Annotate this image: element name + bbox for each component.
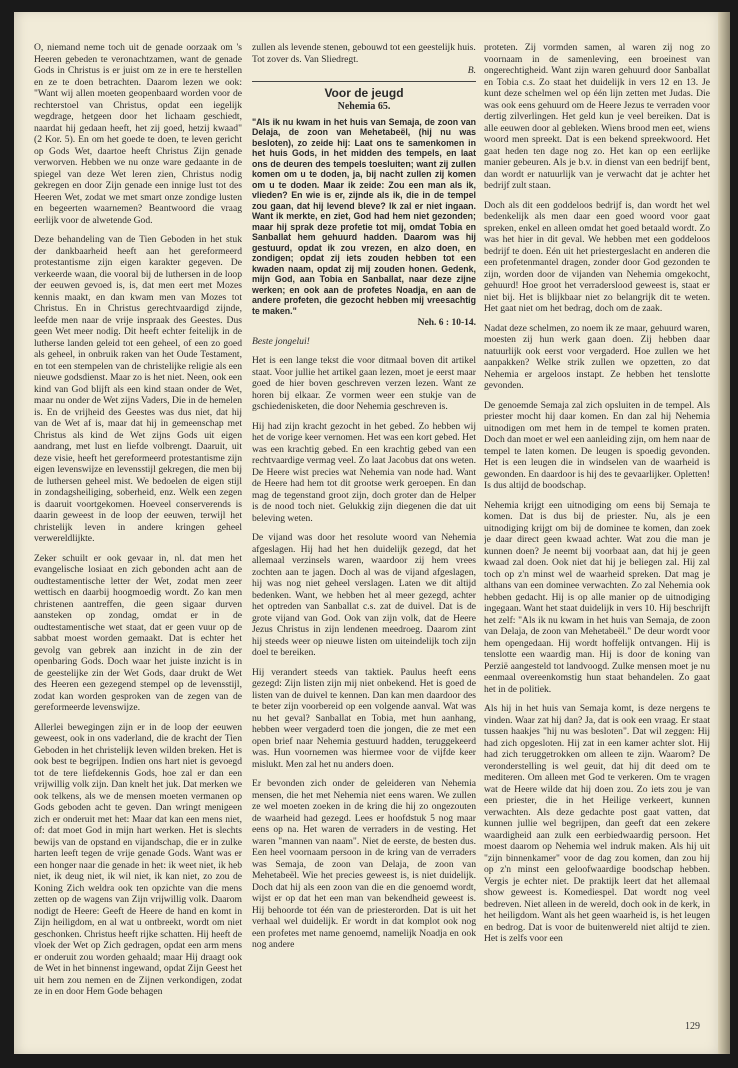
- column-right: [484, 42, 710, 1042]
- col3-paragraph: Doch als dit een goddeloos bedrijf is, dan wordt het wel bedenkelijk als men daar een goed woord voor gaat spreken, enkel en alleen omdat het goed betaald wordt. Zo was het hier in dit geval. We hebben met een goddeloos bedrijf te doen. Eén uit het priestergeslacht en anderen die een profetenmantel dragen, zonder door God gezonden te zijn, worden door de vijanden van Nehemia omgekocht, gehuurd! Hoe groot het verraderslood geweest is, staat er niet bij. Het is blijkbaar niet zo belangrijk dit te weten. Het gaat niet om het bedrag, doch om de zaak.: [484, 199, 710, 314]
- col3-paragraph: Nadat deze schelmen, zo noem ik ze maar, gehuurd waren, moesten zij hun werk gaan doen. Zij hebben daar natuurlijk ook eerst voor vergaderd. Hoe zullen we het aanpakken? Welke strik zullen we opzetten, zo dat Nehemia er argeloos instapt. Ze hebben het tenslotte gevonden.: [484, 322, 710, 391]
- col3-paragraph: De genoemde Semaja zal zich opsluiten in de tempel. Als priester mocht hij daar komen. En dan zal hij Nehemia uitnodigen om met hem in de tempel te komen praten. Doch dan moet er wel een aanleiding zijn, om hem naar de tempel te laten komen. De leugen is spoedig gevonden. Het is een leugen die in windselen van de waarheid is gewonden. En daardoor is hij des te gevaarlijker. Opletten! Is dus altijd de boodschap.: [484, 399, 710, 491]
- binding-shadow: [718, 12, 730, 1054]
- column-middle: [252, 42, 476, 1042]
- col3-paragraph: Als hij in het huis van Semaja komt, is deze nergens te vinden. Waar zat hij dan? Ja, dat is ook een vraag. Er staat tussen haakjes "hij nu was besloten". Dat wil zeggen: Hij had zich opgesloten. Hij zat in een kamer achter slot. Hij had zich teruggetrokken om alleen te zijn. Waarom? De veronderstelling is wel geuit, dat hij dit deed om te mediteren. Om alleen met God te verkeren. Om te vragen wat de Heere wilde dat hij doen zou. Zo iets zou je van een priester, die in het Heilige verkeert, kunnen verwachten. Als deze gedachte post gaat vatten, dat kunnen jullie wel begrijpen, dan geeft dat een zekere waardigheid aan zulk een eerbiedwaardig persoon. Het moest daarom op Nehemia wel indruk maken. Als hij uit "zijn binnenkamer" voor de dag zou komen, dan zou hij op z'n minst een geloofwaardige boodschap hebben. Vergis je echter niet. De praktijk leert dat het allemaal show geweest is. Komediespel. Dat wordt nog veel bedreven. Niet alleen in de wereld, doch ook in de kerk, in het heiligdom. Want als het geen waarheid is, is het leugen en bedrog. Dat is voor de buitenwereld niet altijd te zien. Het is zelfs voor een: [484, 703, 710, 944]
- scripture-quote: "Als ik nu kwam in het huis van Semaja, de zoon van Delaja, de zoon van Mehetabeël, (hij nu was besloten), zo zeide hij: Laat ons te samenkomen in het huis Gods, in het midden des tempels, en laat ons de deuren des tempels toesluiten; want zij zullen komen om u te doden, ja, bij nacht zullen zij komen om u te doden. Maar ik zeide: Zou een man als ik, vlieden? En wie is er, zijnde als ik, die in de tempel zou gaan, dat hij levend bleve? Ik zal er niet ingaan. Want ik merkte, en ziet, God had hem niet gezonden; maar hij sprak deze profetie tot mij, omdat Tobia en Sanballat hem gehuurd hadden. Daarom was hij gestuurd, opdat ik zou vrezen, en alzo doen, en zondigen; opdat zij iets zouden hebben tot een kwaden naam, opdat zij mij zouden honen. Gedenk, mijn God, aan Tobia en Sanballat, naar deze zijne werken; en ook aan de profetes Noadja, en aan de andere profeten, die gezocht hebben mij vreesachtig te maken.": [252, 116, 476, 316]
- col2-paragraph: Het is een lange tekst die voor ditmaal boven dit artikel staat. Voor jullie het artikel gaan lezen, moet je eerst maar goed de hier boven geschreven verzen lezen. Want ze horen bij elkaar. Ze vormen weer een stukje van de gschiedenisketen, die door Nehemia geschreven is.: [252, 355, 476, 412]
- salutation: Beste jongelui!: [252, 335, 310, 347]
- col3-paragraph: proteten. Zij vormden samen, al waren zij nog zo voornaam in de samenleving, een broeinest van ongerechtigheid. Want zijn waren gehuurd door Sanballat en Tobia c.s. Zo staat het duidelijk in vers 12 en 13. Je kunt deze schelmen wel op één lijn zetten met Judas. Die was ook eens gehuurd om de Heere Jezus te verraden voor dertig zilverlingen. Het geld kun je veel bereiken. Dat is alle eeuwen door al gebleken. Wiens brood men eet, wiens woord men spreekt. Dat is een bekend spreekwoord. Het gaat heden ten dage nog zo. Het kan op een eerlijke manier gebeuren. Als je b.v. in dienst van een bedrijf bent, dan wordt er natuurlijk van je verwacht dat je achter het bedrijf zult staan.: [484, 42, 710, 191]
- col1-paragraph: Zeker schuilt er ook gevaar in, nl. dat men het evangelische losiaat en zich gebonden acht aan de oudtestamentische letter der Wet, zodat men zeer wettisch en daarbij hoogmoedig wordt. Zo kan men christenen aantreffen, die geen sigaar durven aansteken op zondag, omdat er in de oudtestamentische wet staat, dat er geen vuur op de sabbat moest worden gemaakt. Dat is echter het gevolg van gebrek aan inzicht in de zin der openbaring Gods. Doch waar het juiste inzicht is in de geestelijke zin der Wet Gods, daar drukt de Wet des Heeren een gezegend stempel op de levensstijl, zodat kan worden gesproken van de zegen van de gereformeerde levenswijze.: [34, 552, 242, 713]
- col3-paragraph: Nehemia krijgt een uitnodiging om eens bij Semaja te komen. Dat is dus bij de priester. Nu, als je een uitnodiging krijgt om bij de dominee te komen, dan zoek je daar direct geen kwaad achter. Wat zou die man je kunnen doen? Je neemt bij voorbaat aan, dat hij je geen kwaad zal doen. Ook niet dat hij je beliegen zal. Hij zal toch op z'n minst wel de waarheid spreken. Dat mag je althans van een dominee verwachten. Zo zal Nehemia ook hebben gedacht. Hij is op alle manier op de uitnodiging ingegaan. Want het staat duidelijk in vers 10. Hij beschrijft het zelf: "Als ik nu kwam in het huis van Semaja, de zoon van Delaja, de zoon van Mehetabeël." De deur wordt voor hem opengedaan. Hij wordt hoffelijk ontvangen. Hij is tenslotte een waardig man. Hij is door de koning van Perzië aangesteld tot landvoogd. Zulke mensen moet je nu eenmaal overeenkomstig hun staat behandelen. Zo gaat het in de politiek.: [484, 499, 710, 695]
- col2-top-line2: Tot zover ds. Van Sliedregt.: [252, 53, 359, 65]
- section-subtitle: Nehemia 65.: [337, 101, 391, 112]
- col2-paragraph: De vijand was door het resolute woord van Nehemia afgeslagen. Hij had het hen duidelijk gezegd, dat het allemaal verzinsels waren, waardoor zij hem vrees zochten aan te jagen. Doch al was de vijand afgeslagen, hij was nog niet geheel verslagen. Laten we dit altijd bedenken. Want, we hebben het al meer gezegd, achter het optreden van Sanballat c.s. zat de duivel. Dat is de grote vijand van God. Ook van zijn volk, dat de Heere Jezus Christus in zijn lendenen meedroeg. Daarom zint hij steeds weer op nieuwe listen om uiteindelijk toch zijn doel te bereiken.: [252, 532, 476, 658]
- page-number: 129: [685, 1021, 700, 1032]
- section-title: Voor de jeugd: [324, 85, 404, 100]
- scripture-reference: Neh. 6 : 10-14.: [417, 318, 476, 328]
- magazine-page: [14, 12, 730, 1054]
- column-left: [34, 42, 242, 1042]
- col1-paragraph: Deze behandeling van de Tien Geboden in het stuk der dankbaarheid heeft aan het gereformeerd protestantisme zijn eigen karakter gegeven. De verkeerde waan, die vooral bij de luthersen in de loop der eeuwen gevoed is, is, dat men eert met Mozes kennis maakt, en dan kwam men van Mozes tot Christus. En in Christus gerechtvaardigd zijnde, leefde men naar de vrije inspraak des Geestes. Dus geen Wet meer nodig. Dit heeft echter feitelijk in de lutherse landen geleid tot een geheel, of een zo goed als geheel, in onbruik raken van het Oude Testament, en tot een stempelen van de christelijke religie als een nieuwe godsdienst. Maar zo is het niet. Neen, ook een kind van God blijft als een kind staan onder de Wet, maar nu onder de Wet zijns Vaders, Die in de hemelen is. En de vrijheid des Geestes was dus niet, dat hij van de Wet af is, maar dat hij in gemeenschap met Christus als kind de Wet zijns Gods uit eigen aandrang, met lust en liefde volbrengt. Daaruit, uit deze visie, heeft het gereformeerd protestantisme zijn eigen levenswijze en levensstijl gekregen, die men bij de luthersen geheel mist. We bedoelen de eigen stijl in zondagsheiliging, soberheid, enz. Welk een zegen is daaruit voortgekomen. Hoeveel conserverends is daarin geweest in de loop der eeuwen, terwijl het christelijk leven in andere kringen geheel verwereldlijkte.: [34, 234, 242, 544]
- col2-paragraph: Hij verandert steeds van taktiek. Paulus heeft eens gezegd: Zijn listen zijn mij niet onbekend. Het is goed de listen van de duivel te kennen. Dan kan men daardoor des te beter zijn voorbereid op een volgende aanval. Wat was nu het geval? Sanballat en Tobia, met hun aanhang, hebben weer vergaderd toen die jongen, die ze met een open brief naar Nehemia gestuurd hadden, teruggekeerd was. Hun voornemen was hiermee voor de vijfde keer mislukt. Men zal het nu anders doen.: [252, 666, 476, 770]
- article-signature: B.: [467, 65, 476, 76]
- col1-paragraph: Allerlei bewegingen zijn er in de loop der eeuwen geweest, ook in ons vaderland, die de kracht der Tien Geboden in het christelijk leven wilden breken. Het is ook best te begrijpen. Indien ons hart niet is gevoegd tot de tere liefdekennis Gods, hoe zal er dan een vrijwillig volk zijn. Dan knelt het juk. Dat merken we ook telkens, als we de mensen moeten vermanen op Gods geboden acht te geven. Dan wringt menigeen zich er onderuit met het: Maar dat kan een mens niet, of: dat moet God in mijn hart werken. Het is slechts bewijs van de opstand en vijandschap, die er in zulke harten leeft tegen de vrije genade Gods. Want was er een honger naar die genade in het: ik weet niet, ik heb niet, ik deug niet, ik wil niet, ik kan niet, zo zou de Koning Zich weldra ook ten opzichte van die mens zetten op de wagens van Zijn vrijwillig volk. Daarom nodigt de Heere: Geeft de Heere de hand en komt in Zijn heiligdom, en al wat u ontbreekt, wordt om niet geschonken. Christus heeft rijke schatten. Hij heeft de vloek der Wet op Zich gedragen, opdat een arm mens er onderuit zou worden gehaald; maar Hij draagt ook de Wet in het binnenst ingewand, opdat Zijn Geest het uit hem zou nemen en de Zijnen verkondigen, zodat ze in en door Hem Gode behagen: [34, 721, 242, 997]
- section-divider: [252, 81, 476, 82]
- col1-paragraph: O, niemand neme toch uit de genade oorzaak om 's Heeren gebeden te veronachtzamen, want de genade Gods in Christus is er juist om ze in ere te herstellen en ze te doen betrachten. Daarom lezen we ook: "Want wij allen moeten geopenbaard worden voor de rechterstoel van Christus, opdat een iegelijk wegdrage, hetgeen door het lichaam geschiedt, naardat hij gedaan heeft, het zij goed, hetzij kwaad" (2 Kor. 5). En om het goede te doen, te leven gericht op Gods Wet, daartoe heeft Christus Zijn genade verworven. Hebben we nu onze ware gedaante in de spiegel van deze Wet leren zien, Christus nodig gekregen en door Zijn genade een innige lust tot des Heeren Wet, zodat we met smart onze zondige lusten en begeerten waarnemen? Beantwoord die vraag eerlijk voor de alwetende God.: [34, 42, 242, 226]
- col2-paragraph: Er bevonden zich onder de geleideren van Nehemia mensen, die het met Nehemia niet eens waren. We zullen ze wel moeten zoeken in de kring die hij zo ongezouten de waarheid had gezegd. Lees er hoofdstuk 5 nog maar eens op na. Het waren de verraders in de vesting. Het waren "mannen van naam". Niet de eerste, de besten dus. Een heel voornaam persoon in de kring van de verraders was Semaja, de zoon van Delaja, de zoon van Mehetabeël. Wie het precies geweest is, is niet duidelijk. Doch dat hij als een zoon van die en die genoemd wordt, wijst er op dat het een man van bekendheid geweest is. Hij behoorde tot één van de priesterorden. Dat is uit het verhaal wel duidelijk. Er wordt in dat komplot ook nog een profetes met name genoemd, namelijk Noadja en ook nog andere: [252, 778, 476, 950]
- col2-top-paragraph: zullen als levende stenen, gebouwd tot een geestelijk huis.: [252, 42, 476, 53]
- col2-paragraph: Hij had zijn kracht gezocht in het gebed. Zo hebben wij het de vorige keer vernomen. Het was een kort gebed. Het was een krachtig gebed. En een krachtig gebed van een rechtvaardige vermag veel. Zo laat Jacobus dat ons weten. De Heere wist precies wat Nehemia van node had. Want de Heere had hem tot dit grootse werk geroepen. En dan mag de tegenstand groot zijn, doch groter dan de Helper is de nood toch niet. Gelukkig zijn diegenen die dat uit beleving weten.: [252, 420, 476, 524]
